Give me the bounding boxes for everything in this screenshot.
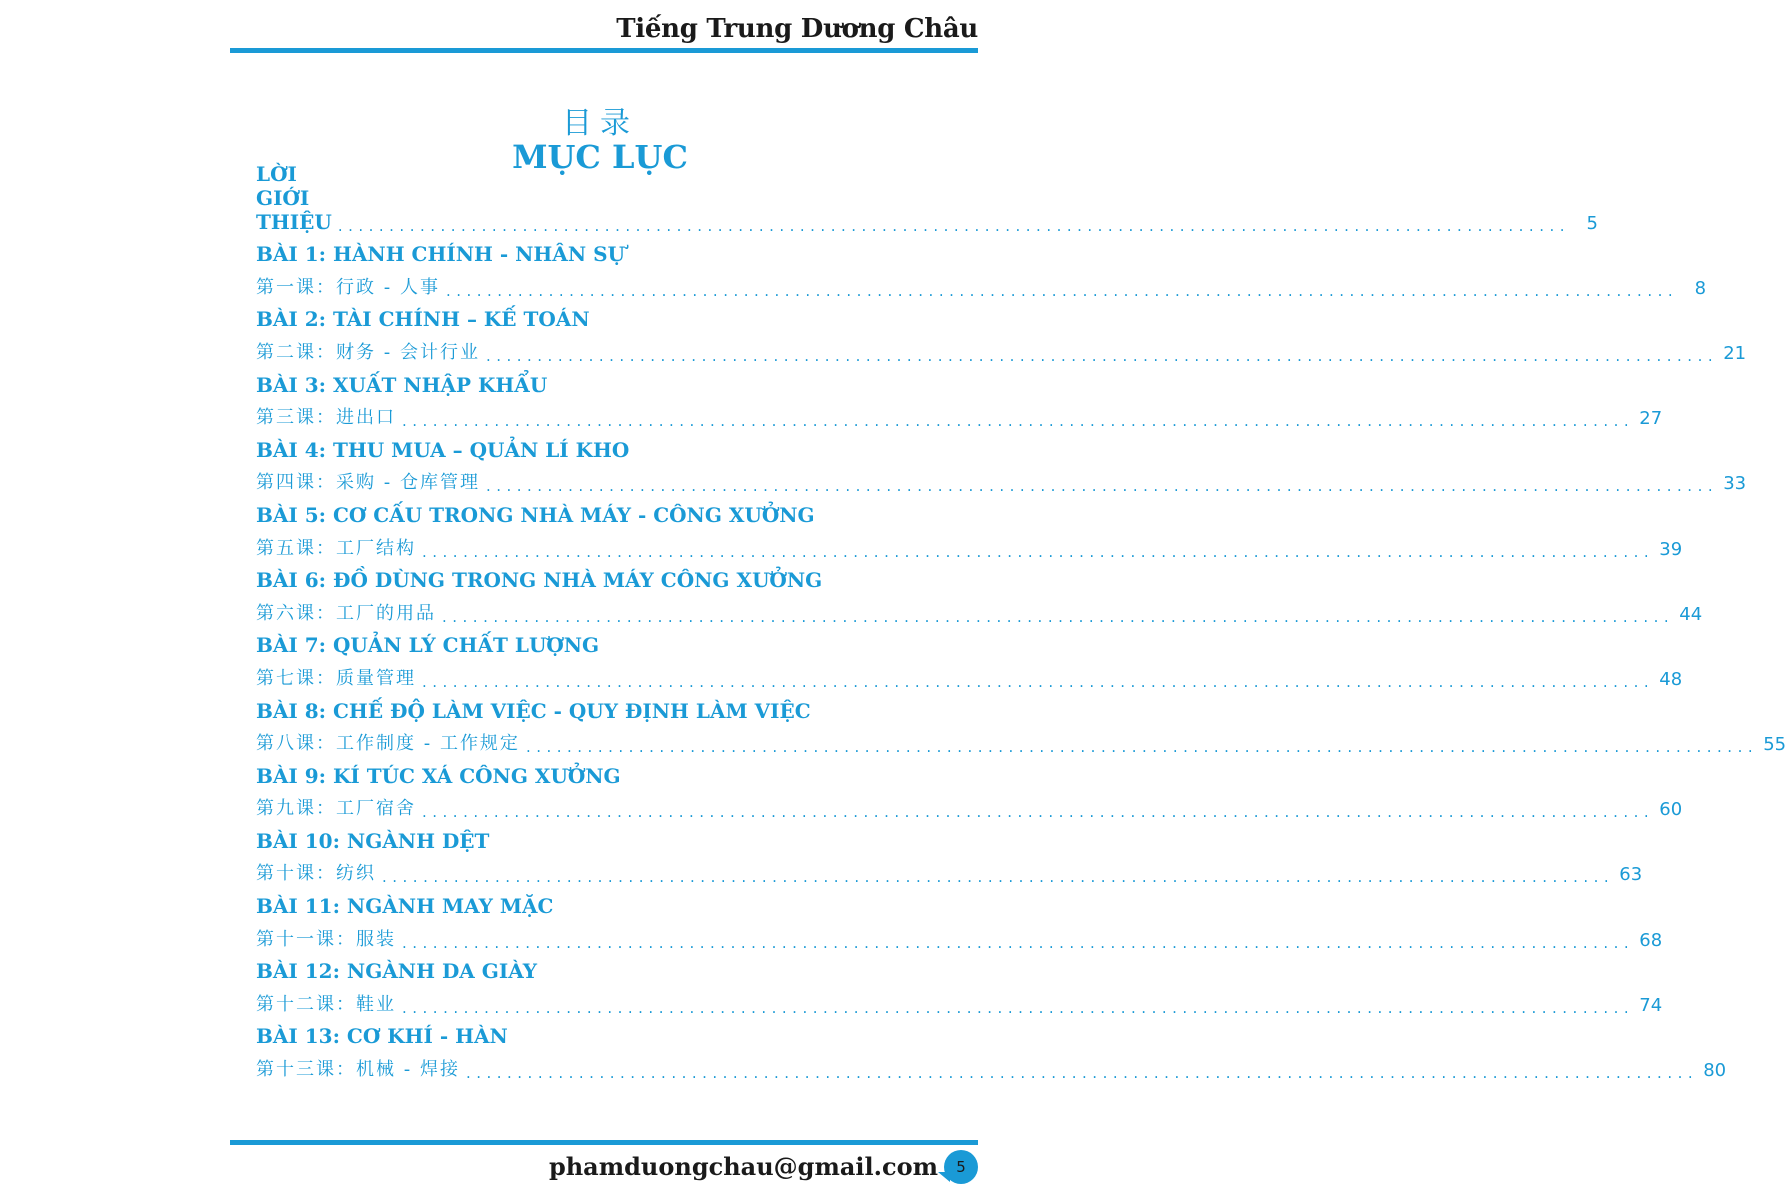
toc-lesson: [256, 564, 1703, 629]
dot-leader: ........................................................................................................................: [485, 477, 1719, 496]
lesson-title[interactable]: BÀI 12: NGÀNH DA GIÀY: [256, 959, 537, 984]
toc-lesson: [256, 629, 1683, 694]
toc-lesson: [256, 889, 1663, 954]
header-title: Tiếng Trung Dương Châu: [616, 14, 978, 44]
dot-leader: ........................................................................................................................: [525, 738, 1759, 757]
lesson-entry[interactable]: [256, 1052, 1727, 1085]
lesson-chinese-title: 第九课：工厂宿舍: [256, 798, 416, 820]
lesson-page-number: 39: [1659, 538, 1683, 560]
dot-leader: ........................................................................................................................: [422, 672, 1655, 691]
lesson-page-number: 55: [1763, 734, 1786, 756]
dot-leader: ........................................................................................................................: [422, 803, 1655, 822]
lesson-title[interactable]: BÀI 8: CHẾ ĐỘ LÀM VIỆC - QUY ĐỊNH LÀM VIỆC: [256, 698, 811, 723]
lesson-title[interactable]: BÀI 10: NGÀNH DỆT: [256, 828, 490, 853]
lesson-entry[interactable]: [256, 466, 1747, 499]
lesson-chinese-title: 第十三课：机械 - 焊接: [256, 1059, 460, 1081]
toc-entry-intro[interactable]: [256, 161, 1598, 238]
lesson-entry[interactable]: [256, 922, 1663, 955]
lesson-title[interactable]: BÀI 2: TÀI CHÍNH – KẾ TOÁN: [256, 307, 590, 332]
lesson-title[interactable]: BÀI 13: CƠ KHÍ - HÀN: [256, 1024, 508, 1049]
lesson-page-number: 33: [1723, 473, 1747, 495]
dot-leader: ........................................................................................................................: [337, 216, 1570, 235]
lesson-chinese-title: 第十一课：服装: [256, 928, 396, 950]
toc-lesson: [256, 498, 1683, 563]
lesson-chinese-title: 第一课：行政 - 人事: [256, 276, 440, 298]
lesson-page-number: 21: [1723, 342, 1747, 364]
lesson-entry[interactable]: [256, 531, 1683, 564]
page-number-badge: 5: [944, 1150, 978, 1184]
lesson-list: [256, 238, 1786, 1085]
dot-leader: ........................................................................................................................: [402, 412, 1635, 431]
toc-lesson: [256, 1020, 1727, 1085]
lesson-title[interactable]: BÀI 4: THU MUA – QUẢN LÍ KHO: [256, 437, 630, 462]
lesson-entry[interactable]: [256, 661, 1683, 694]
toc-title: MỤC LỤC: [512, 138, 688, 176]
lesson-chinese-title: 第六课：工厂的用品: [256, 602, 436, 624]
lesson-title[interactable]: BÀI 3: XUẤT NHẬP KHẨU: [256, 372, 548, 397]
lesson-chinese-title: 第五课：工厂结构: [256, 537, 416, 559]
lesson-page-number: 80: [1703, 1060, 1727, 1082]
toc-entry-page: 5: [1586, 212, 1598, 234]
toc-lesson: [256, 694, 1786, 759]
lesson-title[interactable]: BÀI 5: CƠ CẤU TRONG NHÀ MÁY - CÔNG XƯỞNG: [256, 502, 815, 527]
header-divider: [230, 48, 978, 53]
footer-email: phamduongchau@gmail.com: [548, 1152, 938, 1181]
toc-entry-label: LỜI GIỚI THIỆU: [256, 161, 332, 234]
lesson-page-number: 8: [1694, 277, 1707, 299]
lesson-chinese-title: 第四课：采购 - 仓库管理: [256, 472, 480, 494]
lesson-page-number: 60: [1659, 799, 1683, 821]
toc-lesson: [256, 824, 1643, 889]
dot-leader: ........................................................................................................................: [465, 1064, 1699, 1083]
lesson-page-number: 63: [1619, 864, 1643, 886]
toc-lesson: [256, 368, 1663, 433]
toc-lesson: [256, 759, 1683, 824]
lesson-chinese-title: 第十二课：鞋业: [256, 993, 396, 1015]
lesson-page-number: 44: [1679, 603, 1703, 625]
lesson-entry[interactable]: [256, 857, 1643, 890]
dot-leader: ........................................................................................................................: [402, 998, 1635, 1017]
lesson-chinese-title: 第七课：质量管理: [256, 667, 416, 689]
dot-leader: ........................................................................................................................: [382, 868, 1615, 887]
lesson-title[interactable]: BÀI 11: NGÀNH MAY MẶC: [256, 894, 554, 919]
footer-divider: [230, 1140, 978, 1145]
toc-lesson: [256, 238, 1707, 303]
dot-leader: ........................................................................................................................: [402, 933, 1635, 952]
toc-lesson: [256, 433, 1747, 498]
lesson-page-number: 68: [1639, 929, 1663, 951]
lesson-title[interactable]: BÀI 9: KÍ TÚC XÁ CÔNG XƯỞNG: [256, 763, 621, 788]
toc-lesson: [256, 955, 1663, 1020]
lesson-page-number: 48: [1659, 668, 1683, 690]
lesson-chinese-title: 第二课：财务 - 会计行业: [256, 341, 480, 363]
lesson-title[interactable]: BÀI 1: HÀNH CHÍNH - NHÂN SỰ: [256, 242, 625, 267]
lesson-chinese-title: 第十课：纺织: [256, 863, 376, 885]
lesson-title[interactable]: BÀI 7: QUẢN LÝ CHẤT LƯỢNG: [256, 633, 600, 658]
lesson-chinese-title: 第八课：工作制度 - 工作规定: [256, 733, 520, 755]
dot-leader: ........................................................................................................................: [445, 281, 1679, 300]
lesson-title[interactable]: BÀI 6: ĐỒ DÙNG TRONG NHÀ MÁY CÔNG XƯỞNG: [256, 568, 823, 593]
lesson-entry[interactable]: [256, 987, 1663, 1020]
lesson-entry[interactable]: [256, 792, 1683, 825]
lesson-entry[interactable]: [256, 270, 1707, 303]
lesson-entry[interactable]: [256, 335, 1747, 368]
dot-leader: ........................................................................................................................: [485, 346, 1719, 365]
lesson-entry[interactable]: [256, 727, 1786, 760]
dot-leader: ........................................................................................................................: [442, 607, 1675, 626]
table-of-contents: [256, 161, 1786, 1085]
dot-leader: ........................................................................................................................: [422, 542, 1655, 561]
lesson-page-number: 74: [1639, 994, 1663, 1016]
lesson-chinese-title: 第三课：进出口: [256, 407, 396, 429]
toc-lesson: [256, 303, 1747, 368]
lesson-page-number: 27: [1639, 408, 1663, 430]
lesson-entry[interactable]: [256, 401, 1663, 434]
lesson-entry[interactable]: [256, 596, 1703, 629]
toc-title-chinese: 目录: [562, 106, 638, 141]
